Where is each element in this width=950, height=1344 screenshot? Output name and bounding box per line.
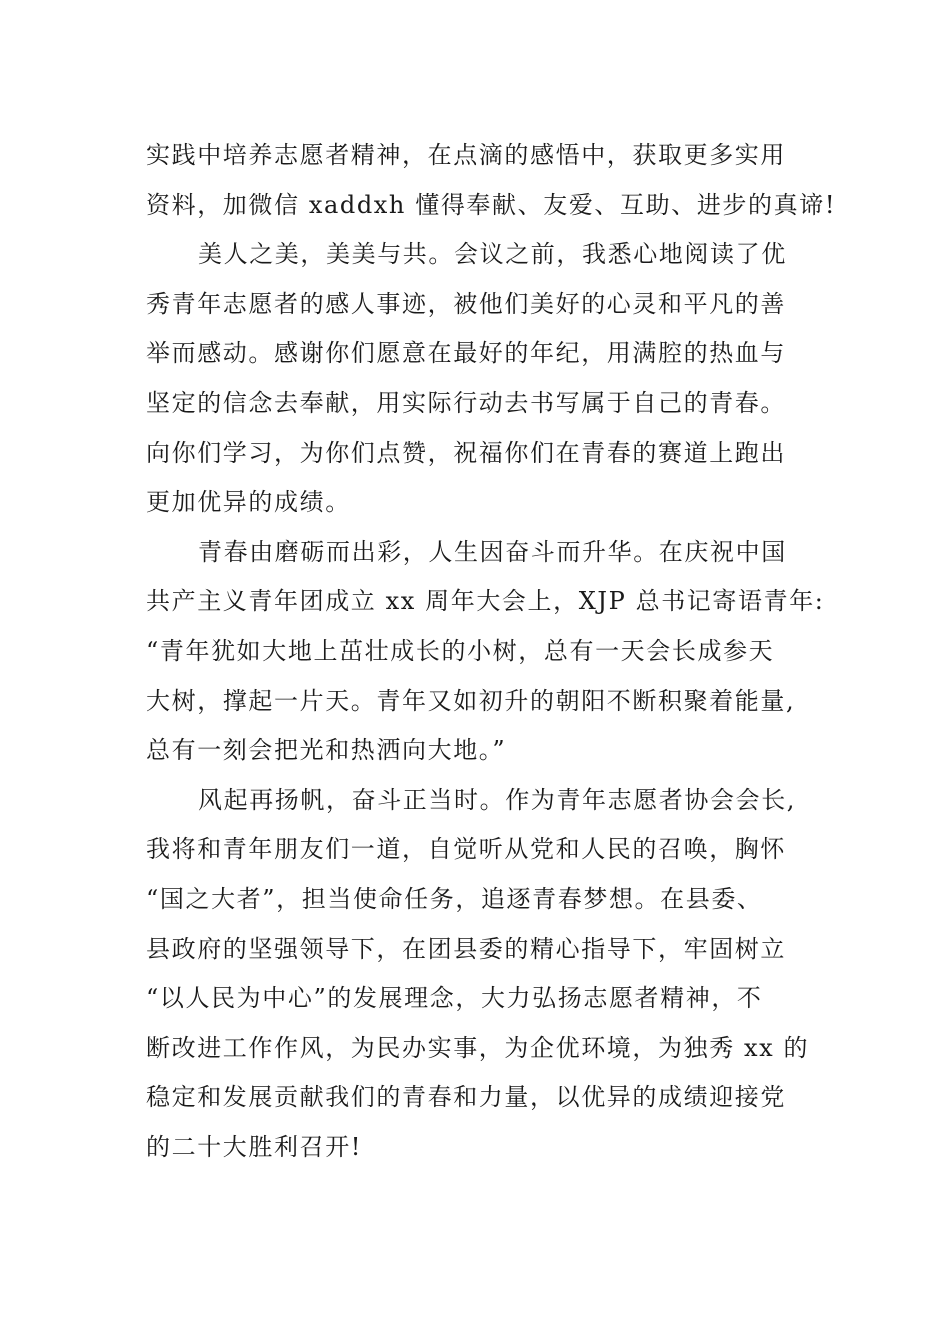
text-line: 我将和青年朋友们一道，自觉听从党和人民的召唤，胸怀	[146, 835, 786, 864]
paragraph-start-line: 青春由磨砺而出彩，人生因奋斗而升华。在庆祝中国	[198, 537, 787, 566]
text-line: “青年犹如大地上茁壮成长的小树，总有一天会长成参天	[146, 636, 775, 665]
text-line: 共产主义青年团成立 xx 周年大会上，XJP 总书记寄语青年:	[146, 587, 825, 616]
text-line: 实践中培养志愿者精神，在点滴的感悟中，获取更多实用	[146, 141, 786, 169]
text-line: “国之大者”，担当使命任务，追逐青春梦想。在县委、	[146, 884, 763, 913]
text-line: 向你们学习，为你们点赞，祝福你们在青春的赛道上跑出	[146, 438, 786, 467]
text-line: 的二十大胜利召开!	[146, 1132, 363, 1161]
text-line: 更加优异的成绩。	[146, 488, 351, 517]
text-line: 坚定的信念去奉献，用实际行动去书写属于自己的青春。	[146, 388, 786, 417]
text-line: 大树，撑起一片天。青年又如初升的朝阳不断积聚着能量,	[146, 686, 796, 715]
text-line: 资料，加微信 xaddxh 懂得奉献、友爱、互助、进步的真谛!	[146, 190, 837, 219]
text-line: 稳定和发展贡献我们的青春和力量，以优异的成绩迎接党	[146, 1083, 786, 1112]
text-line: 断改进工作作风，为民办实事，为企优环境，为独秀 xx 的	[146, 1033, 810, 1062]
paragraph-start-line: 风起再扬帆，奋斗正当时。作为青年志愿者协会会长,	[198, 785, 797, 814]
text-line: 总有一刻会把光和热洒向大地。”	[146, 736, 507, 765]
text-line: “以人民为中心”的发展理念，大力弘扬志愿者精神，不	[146, 984, 763, 1013]
paragraph-start-line: 美人之美，美美与共。会议之前，我悉心地阅读了优	[198, 240, 787, 269]
text-line: 举而感动。感谢你们愿意在最好的年纪，用满腔的热血与	[146, 339, 786, 368]
text-line: 县政府的坚强领导下，在团县委的精心指导下，牢固树立	[146, 934, 786, 963]
text-line: 秀青年志愿者的感人事迹，被他们美好的心灵和平凡的善	[146, 289, 786, 318]
document-body	[146, 131, 837, 1172]
